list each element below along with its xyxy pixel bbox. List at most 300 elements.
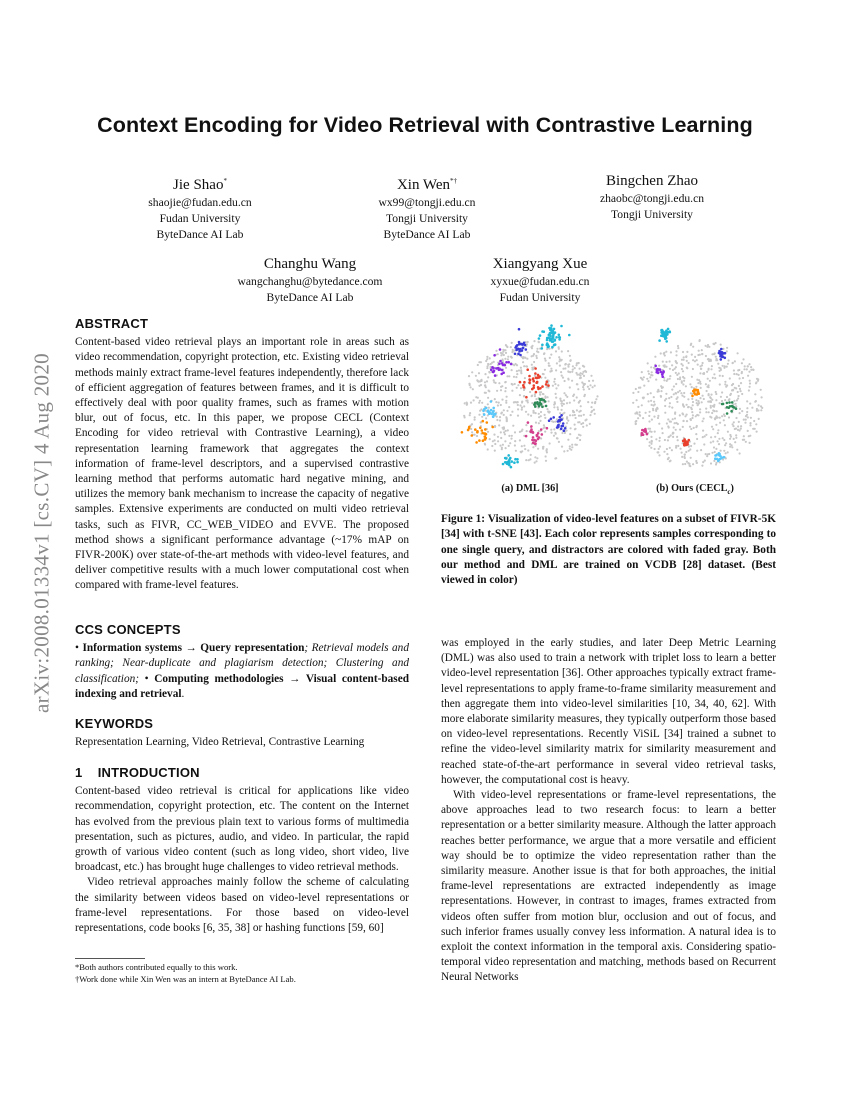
tsne-point: [567, 370, 569, 372]
tsne-point: [741, 410, 743, 412]
tsne-point: [569, 386, 571, 388]
tsne-point: [555, 393, 557, 395]
tsne-point: [661, 375, 664, 378]
ccs-text: • Information systems → Query representation; Retrieval models and ranking; Near-duplicate and plagiarism detection; Clustering and classification; • Computing methodologies → Visual content-based indexing and retrieval.: [75, 642, 409, 700]
tsne-point: [536, 457, 538, 459]
tsne-point: [540, 403, 543, 406]
tsne-point: [713, 460, 715, 462]
tsne-point: [746, 368, 748, 370]
tsne-point: [661, 427, 663, 429]
tsne-point: [480, 361, 482, 363]
tsne-point: [653, 396, 655, 398]
tsne-point: [754, 428, 756, 430]
tsne-point: [714, 418, 716, 420]
tsne-point: [538, 430, 540, 432]
tsne-point: [651, 419, 653, 421]
tsne-point: [502, 349, 504, 351]
tsne-point: [485, 360, 487, 362]
tsne-point: [757, 378, 759, 380]
author-block: [567, 171, 737, 223]
tsne-point: [675, 429, 677, 431]
tsne-point: [691, 417, 693, 419]
tsne-point: [677, 378, 679, 380]
tsne-point: [555, 336, 558, 339]
tsne-point: [677, 345, 679, 347]
tsne-point: [523, 405, 525, 407]
author-affiliation: Fudan University: [159, 212, 241, 225]
tsne-point: [696, 438, 698, 440]
tsne-point: [481, 402, 483, 404]
tsne-point: [711, 426, 713, 428]
tsne-point: [553, 381, 555, 383]
tsne-point: [662, 371, 665, 374]
tsne-point: [550, 324, 553, 327]
tsne-point: [507, 454, 510, 457]
tsne-point: [500, 354, 502, 356]
tsne-point: [722, 365, 724, 367]
tsne-point: [730, 410, 733, 413]
tsne-point: [500, 404, 502, 406]
tsne-point: [482, 420, 485, 423]
tsne-point: [554, 421, 556, 423]
tsne-point: [572, 411, 574, 413]
tsne-point: [486, 380, 488, 382]
tsne-point: [527, 421, 530, 424]
tsne-point: [702, 420, 704, 422]
tsne-point: [476, 431, 479, 434]
tsne-point: [530, 415, 532, 417]
tsne-point: [500, 373, 503, 376]
tsne-point: [492, 440, 494, 442]
tsne-point: [702, 436, 704, 438]
tsne-point: [727, 451, 729, 453]
tsne-point: [511, 357, 513, 359]
tsne-point: [545, 360, 547, 362]
tsne-point: [560, 418, 563, 421]
tsne-point: [715, 448, 717, 450]
tsne-point: [690, 428, 692, 430]
tsne-point: [726, 366, 728, 368]
tsne-point: [504, 440, 506, 442]
tsne-point: [567, 420, 569, 422]
tsne-point: [558, 441, 560, 443]
tsne-point: [569, 355, 571, 357]
tsne-point: [665, 351, 667, 353]
tsne-point: [546, 380, 549, 383]
tsne-point: [543, 427, 545, 429]
tsne-point: [639, 411, 641, 413]
tsne-point: [522, 386, 525, 389]
author-block: [215, 254, 405, 306]
tsne-point: [724, 357, 727, 360]
tsne-point: [725, 452, 727, 454]
tsne-point: [676, 374, 678, 376]
tsne-point: [649, 376, 651, 378]
tsne-point: [501, 447, 503, 449]
tsne-point: [534, 456, 536, 458]
tsne-point: [573, 394, 575, 396]
tsne-point: [727, 431, 729, 433]
tsne-point: [739, 412, 741, 414]
tsne-point: [538, 376, 541, 379]
tsne-point: [516, 387, 518, 389]
tsne-point: [576, 362, 578, 364]
tsne-point: [517, 353, 520, 356]
tsne-point: [646, 378, 648, 380]
tsne-point: [507, 356, 509, 358]
tsne-point: [569, 445, 571, 447]
tsne-point: [668, 397, 670, 399]
tsne-point: [498, 382, 500, 384]
tsne-point: [583, 375, 585, 377]
tsne-point: [534, 372, 537, 375]
tsne-point: [658, 390, 660, 392]
tsne-point: [588, 380, 590, 382]
tsne-point: [733, 438, 735, 440]
tsne-point: [565, 394, 567, 396]
tsne-point: [547, 384, 550, 387]
tsne-point: [699, 354, 701, 356]
tsne-point: [516, 370, 518, 372]
tsne-point: [473, 399, 475, 401]
tsne-point: [689, 418, 691, 420]
tsne-point: [547, 411, 549, 413]
tsne-point: [719, 375, 721, 377]
tsne-point: [710, 394, 712, 396]
tsne-point: [511, 460, 514, 463]
tsne-point: [533, 412, 535, 414]
tsne-point: [650, 400, 652, 402]
tsne-point: [658, 368, 661, 371]
tsne-point: [479, 400, 481, 402]
tsne-point: [677, 391, 679, 393]
tsne-point: [665, 366, 667, 368]
tsne-point: [591, 402, 593, 404]
tsne-point: [700, 449, 702, 451]
tsne-point: [495, 367, 498, 370]
tsne-point: [552, 416, 555, 419]
introduction-section: [75, 765, 409, 936]
tsne-point: [582, 386, 584, 388]
tsne-point: [671, 449, 673, 451]
tsne-point: [699, 381, 701, 383]
tsne-point: [487, 397, 489, 399]
tsne-point: [687, 462, 689, 464]
tsne-point: [557, 384, 559, 386]
tsne-point: [677, 347, 679, 349]
tsne-point: [749, 442, 751, 444]
author-email: shaojie@fudan.edu.cn: [148, 196, 252, 209]
tsne-point: [571, 446, 573, 448]
author-affiliation: ByteDance AI Lab: [156, 228, 244, 241]
tsne-point: [690, 457, 692, 459]
tsne-point: [722, 352, 725, 355]
tsne-point: [483, 413, 486, 416]
tsne-point: [732, 425, 734, 427]
tsne-point: [539, 420, 541, 422]
body-paragraph: was employed in the early studies, and later Deep Metric Learning (DML) was also used to train a network with triplet loss to learn a better video-level representation [36]. Other approaches typically extract frame-level representations to apply frame-to-frame similarity measurement and then aggregate them into video-level similarities [10, 34, 40, 62]. With more elaborate similarity measures, they typically outperform those based on video-level representations. Recently ViSiL [34] trained a subnet to refine the video-level similarity matrix for similarity measurement and reached state-of-the-art performance in several video retrieval tasks, however, the computational cost is heavy.: [441, 637, 776, 786]
tsne-point: [682, 463, 684, 465]
tsne-point: [560, 325, 563, 328]
tsne-point: [559, 358, 561, 360]
tsne-point: [648, 400, 650, 402]
tsne-point: [484, 392, 486, 394]
tsne-point: [679, 414, 681, 416]
tsne-point: [562, 422, 565, 425]
tsne-point: [754, 401, 756, 403]
tsne-point: [500, 437, 502, 439]
tsne-point: [505, 400, 507, 402]
tsne-point: [557, 424, 560, 427]
tsne-point: [732, 362, 734, 364]
tsne-point: [543, 353, 545, 355]
tsne-point: [583, 414, 585, 416]
tsne-point: [523, 395, 525, 397]
tsne-point: [550, 330, 553, 333]
tsne-point: [715, 356, 717, 358]
tsne-point: [528, 459, 530, 461]
tsne-point: [532, 387, 535, 390]
tsne-point: [721, 391, 723, 393]
tsne-point: [739, 429, 741, 431]
tsne-point: [545, 383, 548, 386]
tsne-point: [507, 463, 510, 466]
tsne-point: [675, 350, 677, 352]
tsne-point: [574, 424, 576, 426]
tsne-point: [664, 405, 666, 407]
subfigure-label-a: (a) DML [36]: [501, 483, 559, 494]
tsne-point: [665, 393, 667, 395]
tsne-point: [683, 456, 685, 458]
tsne-point: [481, 429, 484, 432]
paper-title: Context Encoding for Video Retrieval with Contrastive Learning: [97, 113, 753, 137]
tsne-point: [676, 401, 678, 403]
tsne-point: [749, 403, 751, 405]
tsne-point: [757, 409, 759, 411]
tsne-point: [490, 409, 493, 412]
tsne-point: [544, 395, 546, 397]
tsne-point: [502, 351, 504, 353]
tsne-point: [485, 386, 487, 388]
tsne-point: [670, 421, 672, 423]
tsne-point: [589, 423, 591, 425]
tsne-point: [586, 424, 588, 426]
tsne-point: [539, 334, 542, 337]
tsne-point: [566, 422, 568, 424]
tsne-point: [648, 373, 650, 375]
tsne-point: [537, 386, 540, 389]
tsne-point: [735, 434, 737, 436]
tsne-point: [550, 337, 553, 340]
tsne-point: [554, 339, 557, 342]
tsne-point: [575, 417, 577, 419]
tsne-point: [510, 438, 512, 440]
tsne-point: [716, 458, 719, 461]
tsne-point: [663, 353, 665, 355]
tsne-point: [720, 344, 722, 346]
tsne-point: [550, 432, 552, 434]
tsne-point: [525, 459, 527, 461]
tsne-point: [583, 366, 585, 368]
tsne-point: [549, 357, 551, 359]
tsne-point: [686, 360, 688, 362]
tsne-point: [482, 409, 485, 412]
tsne-point: [674, 422, 676, 424]
tsne-point: [668, 436, 670, 438]
tsne-point: [710, 407, 712, 409]
tsne-point: [526, 358, 528, 360]
tsne-point: [705, 355, 707, 357]
tsne-point: [739, 388, 741, 390]
tsne-point: [520, 387, 522, 389]
tsne-point: [499, 360, 502, 363]
tsne-point: [565, 430, 567, 432]
author-name: Xin Wen: [396, 177, 451, 193]
tsne-point: [474, 434, 476, 436]
tsne-point: [666, 422, 668, 424]
tsne-point: [650, 447, 652, 449]
tsne-point: [567, 350, 569, 352]
tsne-point: [670, 396, 672, 398]
tsne-plot-cecl: [632, 328, 763, 468]
tsne-point: [729, 438, 731, 440]
tsne-point: [664, 366, 666, 368]
tsne-point: [689, 383, 691, 385]
tsne-point: [718, 367, 720, 369]
tsne-point: [694, 389, 697, 392]
tsne-point: [692, 346, 694, 348]
tsne-point: [709, 380, 711, 382]
tsne-point: [569, 433, 571, 435]
tsne-point: [738, 395, 740, 397]
author-mark: *: [223, 177, 227, 185]
tsne-point: [550, 368, 552, 370]
tsne-point: [525, 424, 527, 426]
tsne-point: [726, 347, 728, 349]
tsne-point: [555, 457, 557, 459]
tsne-point: [574, 444, 576, 446]
tsne-point: [543, 399, 546, 402]
tsne-point: [572, 365, 574, 367]
tsne-point: [523, 365, 525, 367]
tsne-point: [744, 422, 746, 424]
tsne-point: [494, 398, 496, 400]
tsne-point: [511, 435, 513, 437]
tsne-point: [511, 411, 513, 413]
tsne-point: [500, 386, 502, 388]
tsne-point: [517, 384, 519, 386]
tsne-point: [494, 450, 496, 452]
tsne-point: [503, 354, 505, 356]
tsne-point: [729, 434, 731, 436]
tsne-point: [579, 439, 581, 441]
tsne-point: [713, 410, 715, 412]
tsne-point: [679, 429, 681, 431]
tsne-point: [712, 405, 714, 407]
tsne-point: [666, 453, 668, 455]
tsne-point: [688, 362, 690, 364]
tsne-point: [741, 362, 743, 364]
tsne-point: [638, 387, 640, 389]
footnote: †Work done while Xin Wen was an intern at ByteDance AI Lab.: [75, 973, 296, 984]
tsne-point: [719, 417, 721, 419]
tsne-point: [546, 342, 549, 345]
tsne-point: [675, 445, 677, 447]
tsne-point: [734, 441, 736, 443]
tsne-point: [672, 432, 674, 434]
tsne-point: [710, 368, 712, 370]
tsne-point: [474, 419, 476, 421]
tsne-point: [651, 404, 653, 406]
tsne-point: [747, 375, 749, 377]
author-email: zhaobc@tongji.edu.cn: [599, 192, 705, 205]
tsne-point: [548, 400, 550, 402]
tsne-point: [563, 429, 566, 432]
tsne-point: [516, 461, 519, 464]
tsne-point: [544, 431, 546, 433]
tsne-point: [576, 409, 578, 411]
tsne-point: [562, 368, 564, 370]
tsne-point: [516, 373, 518, 375]
tsne-point: [671, 389, 673, 391]
tsne-point: [711, 452, 713, 454]
author-mark: *†: [450, 177, 458, 185]
tsne-point: [578, 415, 580, 417]
tsne-point: [518, 350, 521, 353]
tsne-point: [680, 448, 682, 450]
introduction-heading: 1 INTRODUCTION: [75, 765, 200, 780]
tsne-point: [531, 345, 533, 347]
tsne-point: [745, 415, 747, 417]
tsne-point: [731, 401, 734, 404]
tsne-point: [677, 445, 679, 447]
tsne-point: [723, 367, 725, 369]
tsne-point: [641, 429, 644, 432]
author-block: [460, 254, 620, 306]
tsne-point: [700, 387, 702, 389]
tsne-point: [682, 405, 684, 407]
tsne-point: [535, 391, 538, 394]
tsne-point: [740, 382, 742, 384]
tsne-point: [561, 350, 563, 352]
tsne-point: [692, 359, 694, 361]
tsne-point: [708, 453, 710, 455]
tsne-point: [551, 370, 553, 372]
author-affiliation: ByteDance AI Lab: [383, 228, 471, 241]
tsne-point: [550, 418, 553, 421]
tsne-point: [494, 374, 497, 377]
tsne-point: [519, 439, 521, 441]
tsne-point: [723, 450, 725, 452]
tsne-point: [494, 426, 496, 428]
tsne-point: [669, 378, 671, 380]
tsne-point: [501, 399, 503, 401]
tsne-point: [692, 414, 694, 416]
tsne-point: [755, 423, 757, 425]
tsne-point: [557, 420, 560, 423]
tsne-point: [501, 369, 504, 372]
tsne-point: [491, 366, 494, 369]
tsne-point: [583, 383, 585, 385]
tsne-point: [532, 446, 534, 448]
tsne-point: [698, 350, 700, 352]
tsne-point: [717, 429, 719, 431]
tsne-point: [534, 402, 537, 405]
tsne-point: [648, 445, 650, 447]
tsne-point: [722, 375, 724, 377]
tsne-point: [546, 408, 548, 410]
tsne-point: [481, 416, 483, 418]
